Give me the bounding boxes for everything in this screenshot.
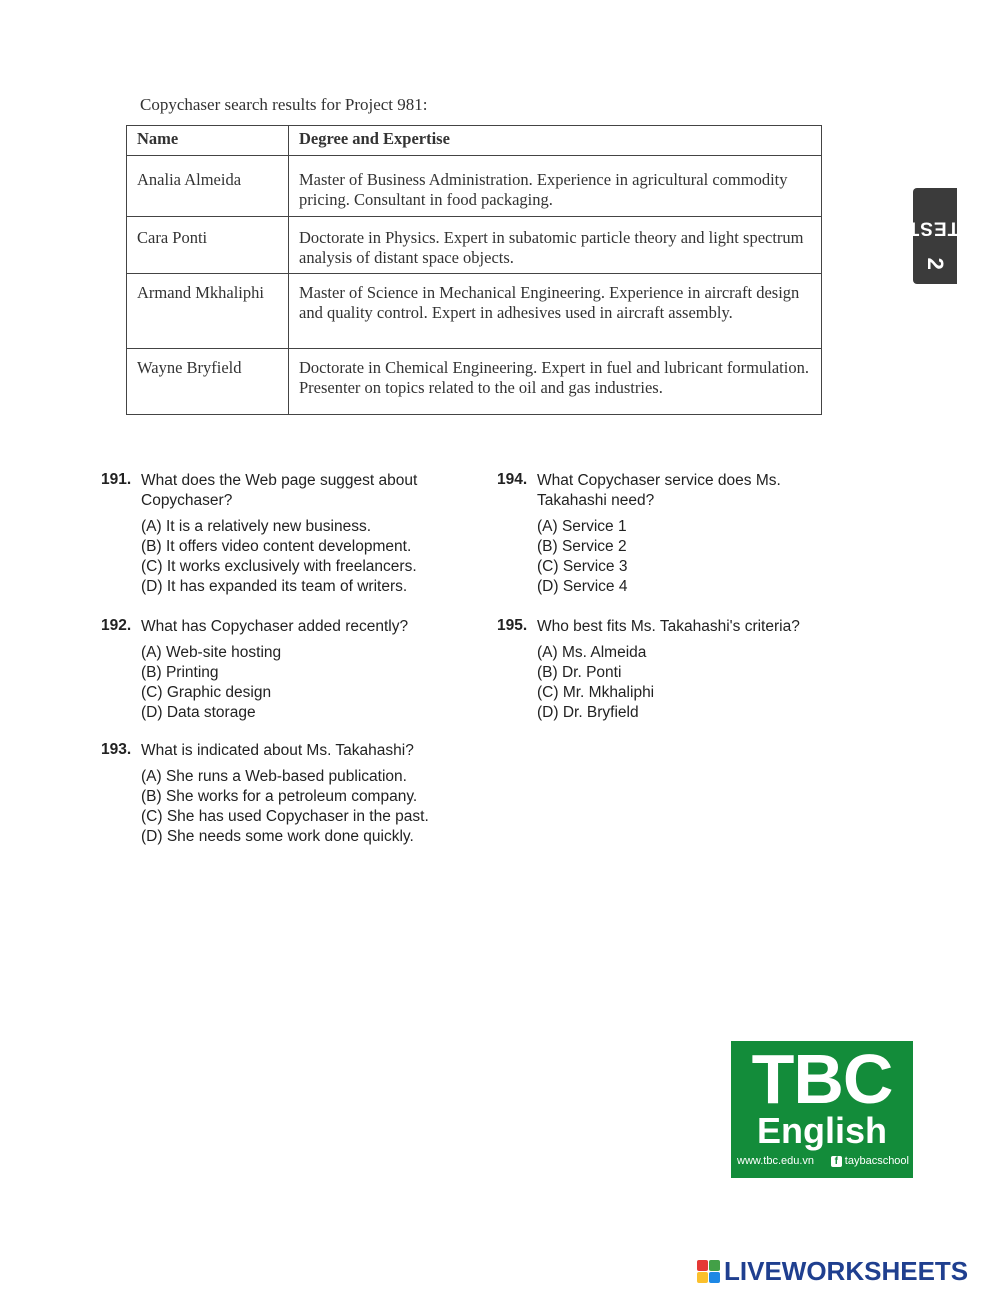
answer-option[interactable]: (D) Service 4 bbox=[537, 578, 628, 595]
question-number: 192. bbox=[101, 617, 132, 634]
side-tab-number: 2 bbox=[923, 257, 948, 271]
question-text: What Copychaser service does Ms. Takahashi need? bbox=[537, 472, 781, 509]
search-results-table bbox=[126, 125, 822, 415]
cell-details: Master of Science in Mechanical Engineering. Experience in aircraft design and quality control. Expert in adhesives used in aircraft assembly. bbox=[289, 274, 822, 349]
liveworksheets-brand bbox=[697, 1256, 968, 1286]
test-side-tab bbox=[906, 188, 960, 284]
answer-option[interactable]: (C) She has used Copychaser in the past. bbox=[141, 808, 429, 825]
answer-option[interactable]: (C) Graphic design bbox=[141, 684, 272, 701]
answer-options bbox=[537, 517, 787, 597]
answer-option[interactable]: (A) Service 1 bbox=[537, 518, 627, 535]
question-192 bbox=[101, 617, 461, 723]
tbc-facebook bbox=[831, 1155, 909, 1167]
answer-options bbox=[537, 643, 857, 723]
question-195 bbox=[497, 617, 857, 723]
side-tab-label: TEST bbox=[906, 217, 960, 239]
table-row bbox=[127, 156, 822, 217]
answer-option[interactable]: (B) She works for a petroleum company. bbox=[141, 788, 418, 805]
cell-name: Armand Mkhaliphi bbox=[127, 274, 289, 349]
answer-option[interactable]: (C) Service 3 bbox=[537, 558, 628, 575]
question-191 bbox=[101, 471, 461, 597]
answer-option[interactable]: (B) Dr. Ponti bbox=[537, 664, 622, 681]
answer-option[interactable]: (B) Service 2 bbox=[537, 538, 627, 555]
cell-name: Wayne Bryfield bbox=[127, 349, 289, 415]
answer-option[interactable]: (B) Printing bbox=[141, 664, 219, 681]
table-row bbox=[127, 349, 822, 415]
question-number: 194. bbox=[497, 471, 528, 488]
cell-name: Analia Almeida bbox=[127, 156, 289, 217]
cell-name: Cara Ponti bbox=[127, 217, 289, 274]
answer-options bbox=[141, 767, 481, 847]
question-number: 193. bbox=[101, 741, 132, 758]
answer-option[interactable]: (D) It has expanded its team of writers. bbox=[141, 578, 408, 595]
answer-options bbox=[141, 643, 461, 723]
tbc-logo-mark: TBC bbox=[751, 1040, 893, 1118]
answer-option[interactable]: (D) Data storage bbox=[141, 704, 256, 721]
table-caption: Copychaser search results for Project 981: bbox=[140, 95, 428, 114]
table-row bbox=[127, 274, 822, 349]
answer-option[interactable]: (C) It works exclusively with freelancers. bbox=[141, 558, 417, 575]
question-text: What does the Web page suggest about Copychaser? bbox=[141, 472, 418, 509]
answer-option[interactable]: (A) It is a relatively new business. bbox=[141, 518, 372, 535]
question-194 bbox=[497, 471, 787, 597]
liveworksheets-wordmark: LIVEWORKSHEETS bbox=[724, 1255, 969, 1286]
question-number: 195. bbox=[497, 617, 528, 634]
question-number: 191. bbox=[101, 471, 132, 488]
column-header-name: Name bbox=[127, 126, 289, 156]
answer-option[interactable]: (B) It offers video content development. bbox=[141, 538, 412, 555]
tbc-logo-footer bbox=[737, 1155, 909, 1167]
answer-option[interactable]: (D) She needs some work done quickly. bbox=[141, 828, 414, 845]
answer-option[interactable]: (D) Dr. Bryfield bbox=[537, 704, 639, 721]
tbc-logo-english: English bbox=[756, 1110, 887, 1151]
question-text: What has Copychaser added recently? bbox=[141, 618, 409, 635]
column-header-degree: Degree and Expertise bbox=[289, 126, 822, 156]
answer-option[interactable]: (A) Web-site hosting bbox=[141, 644, 282, 661]
answer-option[interactable]: (C) Mr. Mkhaliphi bbox=[537, 684, 655, 701]
tbc-facebook-handle: taybacschool bbox=[844, 1155, 909, 1167]
answer-option[interactable]: (A) She runs a Web-based publication. bbox=[141, 768, 407, 785]
liveworksheets-logo-icon bbox=[697, 1260, 720, 1283]
question-193 bbox=[101, 741, 481, 847]
table-header-row bbox=[127, 126, 822, 156]
cell-details: Doctorate in Chemical Engineering. Expert in fuel and lubricant formulation. Presenter on topics related to the oil and gas industries. bbox=[289, 349, 822, 415]
tbc-english-logo bbox=[731, 1041, 913, 1178]
question-text: Who best fits Ms. Takahashi's criteria? bbox=[537, 618, 800, 635]
cell-details: Doctorate in Physics. Expert in subatomic particle theory and light spectrum analysis of distant space objects. bbox=[289, 217, 822, 274]
question-text: What is indicated about Ms. Takahashi? bbox=[141, 742, 414, 759]
facebook-icon: f bbox=[831, 1156, 842, 1167]
table-row bbox=[127, 217, 822, 274]
cell-details: Master of Business Administration. Experience in agricultural commodity pricing. Consultant in food packaging. bbox=[289, 156, 822, 217]
tbc-website: www.tbc.edu.vn bbox=[737, 1155, 815, 1167]
answer-options bbox=[141, 517, 461, 597]
answer-option[interactable]: (A) Ms. Almeida bbox=[537, 644, 647, 661]
